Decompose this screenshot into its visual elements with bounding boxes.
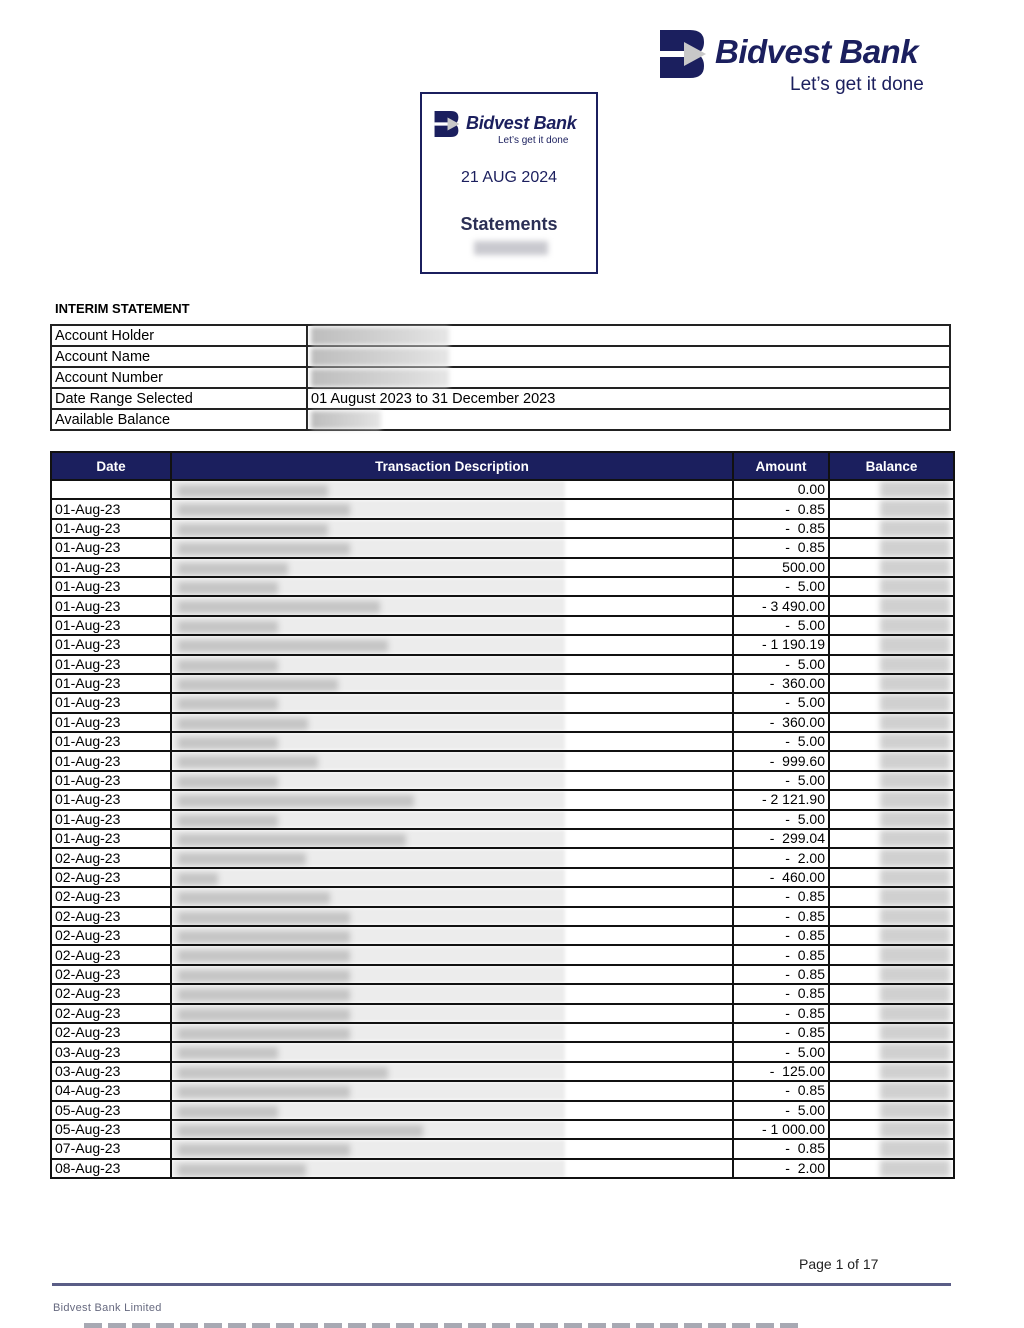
footer-divider — [52, 1283, 951, 1286]
transaction-date: 01-Aug-23 — [51, 693, 171, 712]
transaction-balance-redacted — [829, 907, 954, 926]
transaction-balance-redacted — [829, 693, 954, 712]
transaction-date: 01-Aug-23 — [51, 538, 171, 557]
transaction-description-redacted — [171, 519, 733, 538]
table-row — [51, 1042, 954, 1061]
transaction-date: 02-Aug-23 — [51, 868, 171, 887]
transaction-description-redacted — [171, 771, 733, 790]
account-info-row — [51, 325, 950, 346]
transaction-date: 01-Aug-23 — [51, 751, 171, 770]
transaction-description-redacted — [171, 577, 733, 596]
redaction-blur — [880, 927, 950, 944]
account-info-value-redacted — [307, 409, 950, 430]
table-row — [51, 1120, 954, 1139]
redaction-blur — [880, 578, 950, 595]
transaction-description-redacted — [171, 1101, 733, 1120]
table-row — [51, 1004, 954, 1023]
redaction-blur — [880, 772, 950, 789]
transaction-description-redacted — [171, 751, 733, 770]
redacted-text — [178, 1125, 423, 1137]
transaction-date: 01-Aug-23 — [51, 810, 171, 829]
transaction-amount: - 5.00 — [733, 577, 829, 596]
table-row — [51, 1081, 954, 1100]
table-row — [51, 713, 954, 732]
redaction-blur — [880, 985, 950, 1002]
redacted-reference — [474, 241, 548, 255]
transaction-date: 01-Aug-23 — [51, 713, 171, 732]
transaction-date: 01-Aug-23 — [51, 499, 171, 518]
redacted-value — [311, 369, 449, 387]
table-row — [51, 1062, 954, 1081]
redaction-blur — [880, 733, 950, 750]
table-row — [51, 577, 954, 596]
cover-title: Statements — [460, 214, 558, 234]
transaction-amount: - 2.00 — [733, 1159, 829, 1178]
table-row — [51, 848, 954, 867]
table-row — [51, 635, 954, 654]
account-info-row — [51, 367, 950, 388]
account-info-row — [51, 346, 950, 367]
account-info-value-redacted — [307, 346, 950, 367]
transaction-balance-redacted — [829, 868, 954, 887]
transaction-balance-redacted — [829, 596, 954, 615]
table-row — [51, 1139, 954, 1158]
transaction-date: 01-Aug-23 — [51, 519, 171, 538]
redacted-text — [178, 698, 278, 710]
transaction-description-redacted — [171, 655, 733, 674]
transaction-amount: - 5.00 — [733, 732, 829, 751]
redacted-text — [178, 756, 318, 768]
table-row — [51, 1023, 954, 1042]
redaction-blur — [880, 1121, 950, 1138]
transaction-description-redacted — [171, 616, 733, 635]
transaction-balance-redacted — [829, 887, 954, 906]
account-info-row — [51, 409, 950, 430]
redacted-text — [178, 970, 350, 982]
transaction-balance-redacted — [829, 1120, 954, 1139]
cover-logo — [434, 111, 594, 151]
brand-tagline: Let’s get it done — [790, 74, 924, 95]
redacted-text — [178, 989, 350, 1001]
transaction-balance-redacted — [829, 790, 954, 809]
transaction-balance-redacted — [829, 1101, 954, 1120]
redaction-blur — [880, 830, 950, 847]
redacted-text — [178, 1106, 278, 1118]
redacted-text — [178, 873, 218, 885]
transaction-description-redacted — [171, 1081, 733, 1100]
redaction-blur — [880, 617, 950, 634]
transaction-date: 01-Aug-23 — [51, 732, 171, 751]
cover-brand-tagline: Let’s get it done — [498, 135, 569, 146]
table-row — [51, 558, 954, 577]
table-row — [51, 538, 954, 557]
redaction-blur — [880, 1082, 950, 1099]
redacted-text — [178, 737, 278, 749]
table-row — [51, 965, 954, 984]
account-info-label: Account Number — [51, 367, 307, 388]
redaction-blur — [880, 1102, 950, 1119]
table-row — [51, 732, 954, 751]
statement-cover-box — [420, 92, 598, 274]
transaction-description-redacted — [171, 1062, 733, 1081]
transaction-date: 02-Aug-23 — [51, 887, 171, 906]
redaction-blur — [880, 1043, 950, 1060]
bank-logo — [660, 30, 940, 96]
transaction-date: 07-Aug-23 — [51, 1139, 171, 1158]
transaction-amount: - 0.85 — [733, 907, 829, 926]
table-row — [51, 907, 954, 926]
redacted-text — [178, 795, 414, 807]
table-row — [51, 926, 954, 945]
redacted-text — [178, 834, 406, 846]
transaction-balance-redacted — [829, 810, 954, 829]
transaction-balance-redacted — [829, 616, 954, 635]
table-row — [51, 868, 954, 887]
transaction-date: 01-Aug-23 — [51, 790, 171, 809]
transaction-balance-redacted — [829, 635, 954, 654]
transaction-description-redacted — [171, 635, 733, 654]
table-row — [51, 655, 954, 674]
transaction-description-redacted — [171, 732, 733, 751]
transaction-date: 01-Aug-23 — [51, 616, 171, 635]
page-number: Page 1 of 17 — [799, 1256, 879, 1272]
transaction-date: 02-Aug-23 — [51, 984, 171, 1003]
redaction-blur — [880, 597, 950, 614]
account-info-value-redacted — [307, 325, 950, 346]
transaction-description-redacted — [171, 1159, 733, 1178]
transaction-date: 01-Aug-23 — [51, 829, 171, 848]
transaction-date: 05-Aug-23 — [51, 1120, 171, 1139]
redaction-blur — [880, 714, 950, 731]
account-info-label: Date Range Selected — [51, 388, 307, 409]
transaction-amount: - 0.85 — [733, 1023, 829, 1042]
redacted-value — [311, 327, 449, 345]
redaction-blur — [880, 636, 950, 653]
transaction-amount: - 0.85 — [733, 945, 829, 964]
transaction-description-redacted — [171, 674, 733, 693]
transaction-amount: - 460.00 — [733, 868, 829, 887]
transaction-balance-redacted — [829, 1062, 954, 1081]
transaction-description-redacted — [171, 558, 733, 577]
transaction-amount: - 999.60 — [733, 751, 829, 770]
table-row — [51, 674, 954, 693]
transaction-amount: - 0.85 — [733, 499, 829, 518]
transaction-amount: - 5.00 — [733, 616, 829, 635]
account-info-row — [51, 388, 950, 409]
redaction-blur — [880, 1063, 950, 1080]
redacted-text — [178, 543, 350, 555]
redacted-text — [178, 582, 278, 594]
transaction-amount: - 125.00 — [733, 1062, 829, 1081]
redacted-text — [178, 776, 278, 788]
transaction-description-redacted — [171, 1004, 733, 1023]
transaction-balance-redacted — [829, 945, 954, 964]
redacted-text — [178, 524, 328, 536]
redacted-text — [178, 485, 328, 497]
transaction-description-redacted — [171, 1042, 733, 1061]
transaction-balance-redacted — [829, 829, 954, 848]
transaction-amount: - 5.00 — [733, 771, 829, 790]
redacted-text — [178, 892, 330, 904]
redacted-value — [311, 348, 449, 366]
transaction-balance-redacted — [829, 751, 954, 770]
transaction-description-redacted — [171, 907, 733, 926]
transaction-date — [51, 480, 171, 499]
redacted-text — [178, 563, 288, 575]
footer-company-name: Bidvest Bank Limited — [53, 1302, 162, 1314]
transaction-description-redacted — [171, 693, 733, 712]
transaction-date: 01-Aug-23 — [51, 635, 171, 654]
transaction-amount: 0.00 — [733, 480, 829, 499]
column-header-balance: Balance — [829, 452, 954, 480]
transaction-date: 03-Aug-23 — [51, 1062, 171, 1081]
redaction-blur — [880, 869, 950, 886]
redaction-blur — [880, 1160, 950, 1177]
transaction-balance-redacted — [829, 1042, 954, 1061]
account-info-value-redacted — [307, 367, 950, 388]
transaction-amount: - 5.00 — [733, 810, 829, 829]
table-row — [51, 480, 954, 499]
table-row — [51, 887, 954, 906]
transactions-table — [50, 451, 955, 1179]
table-row — [51, 519, 954, 538]
transaction-description-redacted — [171, 926, 733, 945]
transaction-amount: - 0.85 — [733, 887, 829, 906]
bidvest-logo-icon — [660, 30, 706, 78]
redacted-text — [178, 640, 388, 652]
transaction-description-redacted — [171, 810, 733, 829]
redaction-blur — [880, 559, 950, 576]
transaction-date: 03-Aug-23 — [51, 1042, 171, 1061]
table-row — [51, 771, 954, 790]
table-row — [51, 810, 954, 829]
redaction-blur — [880, 791, 950, 808]
transaction-description-redacted — [171, 480, 733, 499]
transaction-date: 01-Aug-23 — [51, 558, 171, 577]
transaction-balance-redacted — [829, 480, 954, 499]
table-row — [51, 1101, 954, 1120]
redaction-blur — [880, 500, 950, 517]
transaction-amount: - 0.85 — [733, 965, 829, 984]
table-row — [51, 693, 954, 712]
transaction-balance-redacted — [829, 713, 954, 732]
transaction-description-redacted — [171, 868, 733, 887]
transaction-description-redacted — [171, 1023, 733, 1042]
redacted-text — [178, 679, 338, 691]
transaction-amount: - 360.00 — [733, 713, 829, 732]
transaction-balance-redacted — [829, 674, 954, 693]
transaction-amount: - 5.00 — [733, 655, 829, 674]
redacted-text — [178, 660, 278, 672]
transaction-date: 05-Aug-23 — [51, 1101, 171, 1120]
redaction-blur — [880, 966, 950, 983]
column-header-description: Transaction Description — [171, 452, 733, 480]
transaction-date: 02-Aug-23 — [51, 945, 171, 964]
table-row — [51, 751, 954, 770]
transaction-balance-redacted — [829, 1159, 954, 1178]
redacted-text — [178, 718, 308, 730]
transaction-description-redacted — [171, 829, 733, 848]
transaction-date: 01-Aug-23 — [51, 655, 171, 674]
table-row — [51, 945, 954, 964]
transaction-balance-redacted — [829, 519, 954, 538]
statement-date: 21 AUG 2024 — [460, 169, 558, 186]
transaction-date: 01-Aug-23 — [51, 674, 171, 693]
transaction-balance-redacted — [829, 965, 954, 984]
table-row — [51, 596, 954, 615]
transaction-description-redacted — [171, 1120, 733, 1139]
footer-contact-line-cutoff — [84, 1320, 804, 1328]
redaction-blur — [880, 1024, 950, 1041]
transaction-balance-redacted — [829, 577, 954, 596]
transaction-balance-redacted — [829, 538, 954, 557]
bidvest-logo-icon — [434, 111, 460, 137]
transaction-amount: - 0.85 — [733, 1139, 829, 1158]
statement-heading: INTERIM STATEMENT — [55, 301, 190, 316]
table-row — [51, 616, 954, 635]
transaction-description-redacted — [171, 965, 733, 984]
account-info-label: Available Balance — [51, 409, 307, 430]
transaction-date: 02-Aug-23 — [51, 926, 171, 945]
redaction-blur — [880, 1005, 950, 1022]
transaction-balance-redacted — [829, 771, 954, 790]
redacted-value — [311, 411, 381, 429]
redacted-text — [178, 931, 350, 943]
redaction-blur — [880, 539, 950, 556]
redacted-text — [178, 815, 278, 827]
transaction-balance-redacted — [829, 1139, 954, 1158]
redacted-text — [178, 950, 350, 962]
transaction-amount: - 0.85 — [733, 538, 829, 557]
redacted-text — [178, 912, 350, 924]
transaction-amount: - 0.85 — [733, 519, 829, 538]
redaction-blur — [880, 908, 950, 925]
transaction-description-redacted — [171, 848, 733, 867]
transaction-balance-redacted — [829, 655, 954, 674]
transaction-date: 01-Aug-23 — [51, 771, 171, 790]
redaction-blur — [880, 849, 950, 866]
cover-brand-name: Bidvest Bank — [466, 113, 577, 133]
transaction-amount: - 0.85 — [733, 984, 829, 1003]
transaction-balance-redacted — [829, 1023, 954, 1042]
transaction-description-redacted — [171, 1139, 733, 1158]
transaction-date: 01-Aug-23 — [51, 596, 171, 615]
transaction-description-redacted — [171, 596, 733, 615]
redaction-blur — [880, 694, 950, 711]
transaction-balance-redacted — [829, 499, 954, 518]
account-info-label: Account Holder — [51, 325, 307, 346]
redacted-text — [178, 1144, 350, 1156]
account-info-table — [50, 324, 951, 431]
transaction-amount: - 0.85 — [733, 1004, 829, 1023]
transaction-amount: - 0.85 — [733, 1081, 829, 1100]
transaction-date: 04-Aug-23 — [51, 1081, 171, 1100]
transaction-amount: - 5.00 — [733, 693, 829, 712]
transaction-date: 08-Aug-23 — [51, 1159, 171, 1178]
account-info-label: Account Name — [51, 346, 307, 367]
transaction-description-redacted — [171, 984, 733, 1003]
table-row — [51, 499, 954, 518]
redaction-blur — [880, 675, 950, 692]
transaction-balance-redacted — [829, 926, 954, 945]
redaction-blur — [880, 811, 950, 828]
transaction-date: 02-Aug-23 — [51, 907, 171, 926]
redaction-blur — [880, 888, 950, 905]
redacted-text — [178, 1009, 350, 1021]
redacted-text — [178, 1047, 278, 1059]
table-row — [51, 1159, 954, 1178]
transaction-amount: - 2 121.90 — [733, 790, 829, 809]
brand-name: Bidvest Bank — [715, 33, 919, 70]
transaction-description-redacted — [171, 499, 733, 518]
redacted-text — [178, 1164, 306, 1176]
transaction-date: 02-Aug-23 — [51, 848, 171, 867]
redaction-blur — [880, 1140, 950, 1157]
transaction-description-redacted — [171, 538, 733, 557]
transaction-balance-redacted — [829, 732, 954, 751]
transaction-amount: 500.00 — [733, 558, 829, 577]
transaction-balance-redacted — [829, 984, 954, 1003]
table-row — [51, 790, 954, 809]
transaction-date: 02-Aug-23 — [51, 1023, 171, 1042]
transaction-amount: - 2.00 — [733, 848, 829, 867]
redacted-text — [178, 621, 278, 633]
redaction-blur — [880, 481, 950, 498]
transaction-date: 02-Aug-23 — [51, 1004, 171, 1023]
redaction-blur — [880, 946, 950, 963]
redaction-blur — [172, 869, 565, 886]
redacted-text — [178, 1086, 350, 1098]
transaction-amount: - 5.00 — [733, 1101, 829, 1120]
redacted-text — [178, 504, 350, 516]
transaction-amount: - 3 490.00 — [733, 596, 829, 615]
transaction-description-redacted — [171, 887, 733, 906]
redaction-blur — [880, 656, 950, 673]
redacted-text — [178, 1067, 388, 1079]
transaction-balance-redacted — [829, 1081, 954, 1100]
transaction-amount: - 299.04 — [733, 829, 829, 848]
transaction-description-redacted — [171, 945, 733, 964]
table-header-row — [51, 452, 954, 480]
transaction-amount: - 1 000.00 — [733, 1120, 829, 1139]
transaction-balance-redacted — [829, 1004, 954, 1023]
redacted-text — [178, 853, 306, 865]
transaction-amount: - 1 190.19 — [733, 635, 829, 654]
redaction-blur — [880, 520, 950, 537]
table-row — [51, 829, 954, 848]
transaction-date: 01-Aug-23 — [51, 577, 171, 596]
transaction-description-redacted — [171, 713, 733, 732]
column-header-amount: Amount — [733, 452, 829, 480]
transaction-balance-redacted — [829, 558, 954, 577]
transaction-description-redacted — [171, 790, 733, 809]
transaction-amount: - 5.00 — [733, 1042, 829, 1061]
account-info-value: 01 August 2023 to 31 December 2023 — [307, 388, 950, 409]
redacted-text — [178, 1028, 350, 1040]
transaction-amount: - 360.00 — [733, 674, 829, 693]
transaction-balance-redacted — [829, 848, 954, 867]
transaction-date: 02-Aug-23 — [51, 965, 171, 984]
transaction-amount: - 0.85 — [733, 926, 829, 945]
column-header-date: Date — [51, 452, 171, 480]
redacted-text — [178, 601, 380, 613]
redaction-blur — [880, 752, 950, 769]
table-row — [51, 984, 954, 1003]
